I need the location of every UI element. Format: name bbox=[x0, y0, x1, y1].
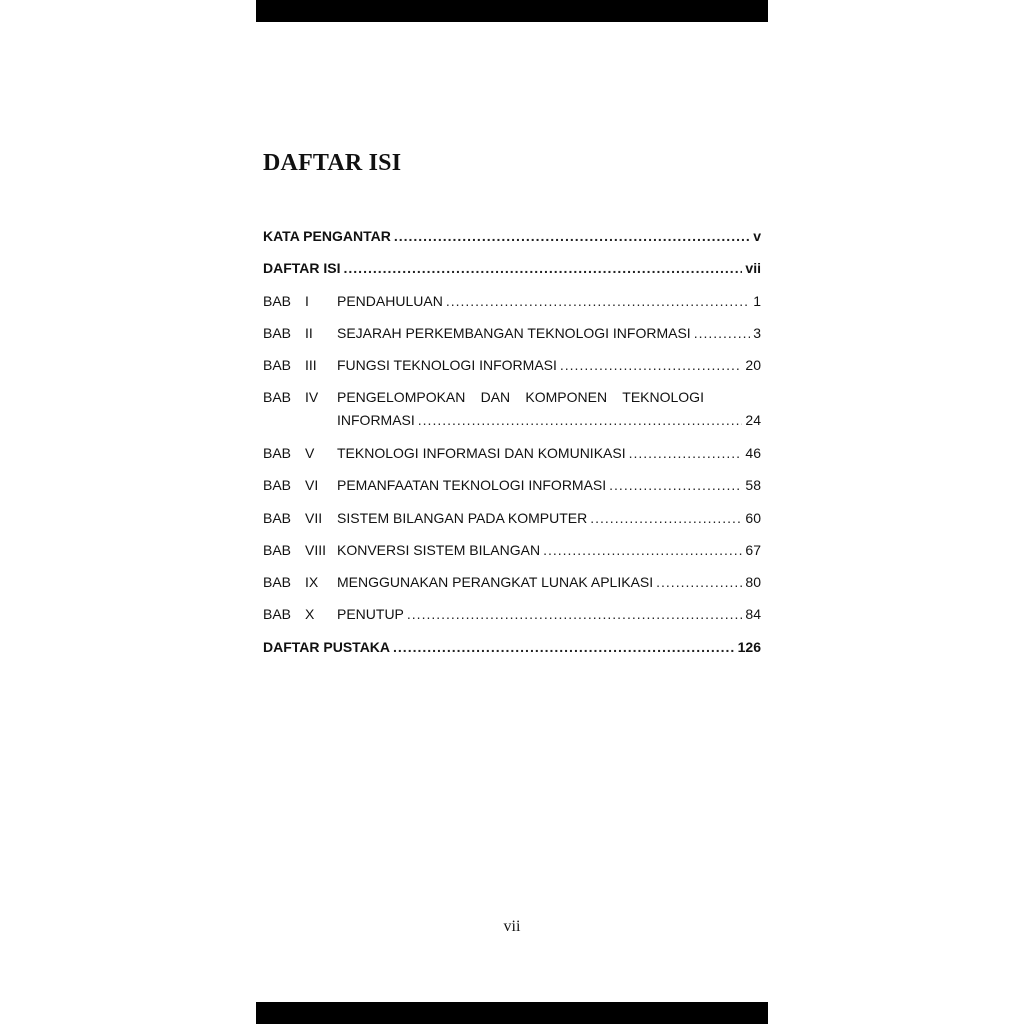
chapter-number: V bbox=[305, 444, 315, 461]
chapter-page: 67 bbox=[745, 541, 761, 558]
toc-entry-page: v bbox=[753, 228, 761, 244]
chapter-title: PENUTUP bbox=[337, 606, 404, 623]
chapter-number: X bbox=[305, 606, 315, 623]
bab-word: BAB bbox=[263, 357, 292, 374]
leader-dots bbox=[418, 410, 743, 430]
chapter-title: TEKNOLOGI INFORMASI DAN KOMUNIKASI bbox=[337, 444, 626, 461]
toc-entry-bab-7[interactable] bbox=[263, 508, 761, 540]
chapter-title-word: PENGELOMPOKAN bbox=[337, 389, 466, 406]
leader-dots bbox=[394, 226, 750, 246]
toc-entry-label: DAFTAR PUSTAKA bbox=[263, 638, 391, 655]
document-page bbox=[263, 0, 761, 1024]
chapter-page: 84 bbox=[745, 606, 761, 623]
chapter-number: VI bbox=[305, 477, 319, 494]
chapter-number: IX bbox=[305, 574, 319, 591]
toc-entry-label: DAFTAR ISI bbox=[263, 260, 341, 277]
chapter-title-line-2: INFORMASI bbox=[337, 412, 415, 429]
chapter-page: 58 bbox=[745, 477, 761, 494]
bab-word: BAB bbox=[263, 292, 292, 309]
leader-dots bbox=[393, 637, 735, 657]
chapter-title: SISTEM BILANGAN PADA KOMPUTER bbox=[337, 509, 588, 526]
toc-entry-daftar-isi[interactable] bbox=[263, 258, 761, 290]
page-title: DAFTAR ISI bbox=[263, 150, 402, 176]
bab-word: BAB bbox=[263, 541, 292, 558]
chapter-title-word: DAN bbox=[480, 389, 511, 406]
bab-word: BAB bbox=[263, 389, 292, 406]
chapter-page: 3 bbox=[753, 324, 761, 341]
bab-word: BAB bbox=[263, 477, 292, 494]
chapter-title: PEMANFAATAN TEKNOLOGI INFORMASI bbox=[337, 477, 607, 494]
toc-entry-bab-5[interactable] bbox=[263, 443, 761, 475]
chapter-page: 1 bbox=[753, 292, 761, 309]
chapter-page: 80 bbox=[745, 574, 761, 591]
toc-entry-bab-9[interactable] bbox=[263, 572, 761, 604]
bab-word: BAB bbox=[263, 444, 292, 461]
leader-dots bbox=[656, 572, 742, 592]
toc-entry-daftar-pustaka[interactable] bbox=[263, 637, 761, 669]
chapter-page: 24 bbox=[745, 412, 761, 429]
chapter-title: KONVERSI SISTEM BILANGAN bbox=[337, 541, 541, 558]
leader-dots bbox=[629, 443, 743, 463]
chapter-title: FUNGSI TEKNOLOGI INFORMASI bbox=[337, 357, 557, 374]
bab-word: BAB bbox=[263, 606, 292, 623]
chapter-title: SEJARAH PERKEMBANGAN TEKNOLOGI INFORMASI bbox=[337, 324, 691, 341]
bab-word: BAB bbox=[263, 574, 292, 591]
table-of-contents bbox=[263, 226, 761, 669]
chapter-number: IV bbox=[305, 389, 319, 406]
chapter-number: III bbox=[305, 357, 317, 374]
chapter-page: 46 bbox=[745, 444, 761, 461]
toc-entry-label: KATA PENGANTAR bbox=[263, 228, 391, 244]
toc-entry-page: vii bbox=[745, 260, 761, 277]
toc-entry-bab-4[interactable] bbox=[263, 387, 761, 443]
chapter-page: 20 bbox=[745, 357, 761, 374]
leader-dots bbox=[543, 540, 742, 560]
chapter-title: MENGGUNAKAN PERANGKAT LUNAK APLIKASI bbox=[337, 574, 654, 591]
chapter-page: 60 bbox=[745, 509, 761, 526]
leader-dots bbox=[344, 258, 743, 278]
toc-entry-bab-6[interactable] bbox=[263, 475, 761, 507]
chapter-title-word: TEKNOLOGI bbox=[622, 389, 704, 406]
toc-entry-bab-8[interactable] bbox=[263, 540, 761, 572]
toc-entry-bab-10[interactable] bbox=[263, 604, 761, 636]
bottom-black-bar bbox=[256, 1002, 768, 1024]
chapter-number: VIII bbox=[305, 541, 327, 558]
leader-dots bbox=[407, 604, 743, 624]
chapter-title-line-1 bbox=[337, 387, 761, 407]
toc-entry-bab-1[interactable] bbox=[263, 291, 761, 323]
page-number: vii bbox=[503, 918, 521, 935]
leader-dots bbox=[694, 323, 751, 343]
leader-dots bbox=[609, 475, 742, 495]
chapter-number: I bbox=[305, 292, 309, 309]
bab-word: BAB bbox=[263, 324, 292, 341]
bab-word: BAB bbox=[263, 509, 292, 526]
toc-entry-page: 126 bbox=[737, 638, 761, 655]
leader-dots bbox=[446, 291, 750, 311]
leader-dots bbox=[590, 508, 742, 528]
leader-dots bbox=[560, 355, 743, 375]
toc-entry-kata-pengantar[interactable] bbox=[263, 226, 761, 258]
chapter-number: VII bbox=[305, 509, 323, 526]
chapter-title-word: KOMPONEN bbox=[525, 389, 608, 406]
chapter-title: PENDAHULUAN bbox=[337, 292, 443, 309]
toc-entry-bab-3[interactable] bbox=[263, 355, 761, 387]
chapter-number: II bbox=[305, 324, 313, 341]
toc-entry-bab-2[interactable] bbox=[263, 323, 761, 355]
